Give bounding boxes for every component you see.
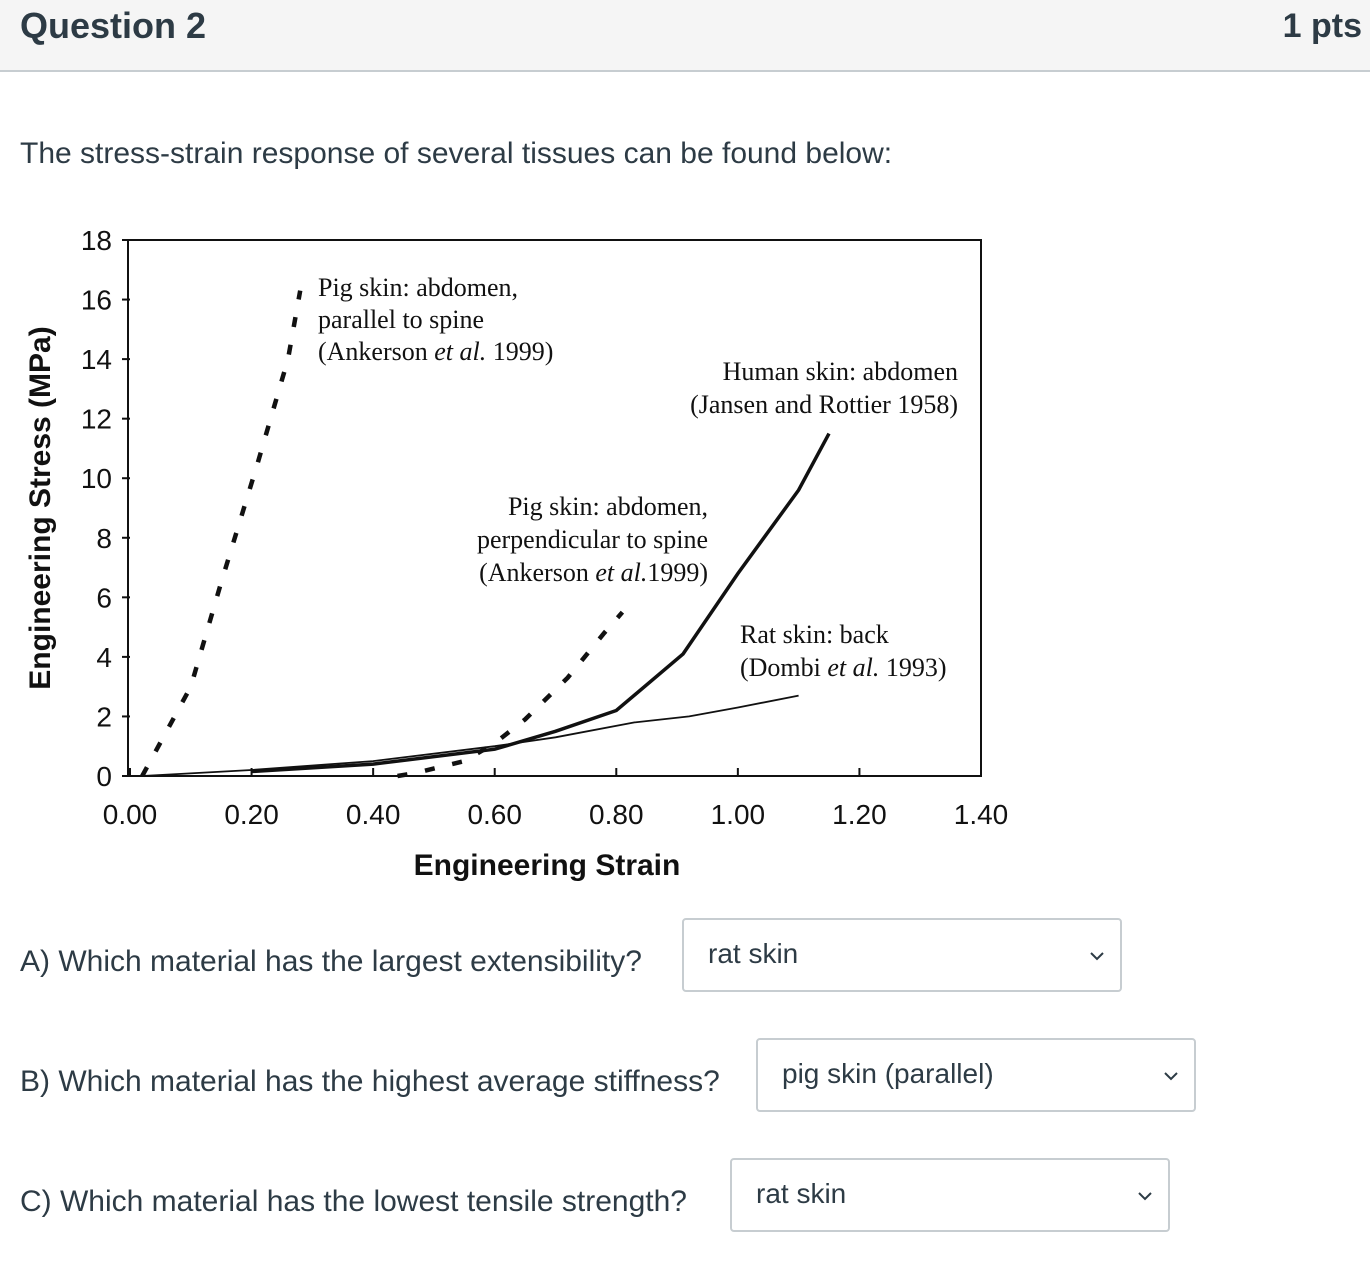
y-tick-label: 2: [96, 701, 112, 733]
question-c-prompt: C) Which material has the lowest tensile strength?: [20, 1185, 687, 1218]
y-tick-label: 8: [96, 522, 112, 554]
answer-b-value: pig skin (parallel): [782, 1058, 994, 1089]
question-points: 1 pts: [1282, 7, 1362, 45]
x-tick-label: 1.00: [710, 799, 766, 830]
annotation-line: (Dombi et al. 1993): [740, 653, 947, 682]
question-b-prompt: B) Which material has the highest average stiffness?: [20, 1065, 720, 1098]
annotation-line: Pig skin: abdomen,: [507, 492, 708, 521]
annotation-line: parallel to spine: [318, 305, 485, 334]
annotation-human: [690, 357, 958, 419]
y-tick-label: 6: [96, 582, 112, 614]
x-tick-label: 1.20: [832, 799, 887, 830]
y-tick-label: 0: [96, 761, 112, 792]
annotation-line: Pig skin: abdomen,: [318, 273, 519, 302]
series-line-2: [398, 612, 623, 776]
annotation-rat: [740, 620, 947, 682]
question-a-prompt: A) Which material has the largest extensibility?: [20, 945, 642, 978]
annotation-line: (Ankerson et al.1999): [479, 558, 708, 587]
y-tick-label: 10: [80, 463, 112, 495]
annotation-pig-perpendicular: [477, 492, 708, 587]
series-line-1: [252, 434, 829, 772]
y-tick-label: 14: [80, 344, 112, 376]
stress-strain-chart: [0, 210, 1040, 900]
answer-c-select[interactable]: [730, 1158, 1170, 1232]
chevron-down-icon: [1136, 1187, 1154, 1205]
x-tick-label: 0.60: [467, 799, 522, 830]
x-tick-label: 0.40: [345, 799, 401, 830]
x-tick-label: 0.00: [102, 799, 158, 830]
x-axis-title: Engineering Strain: [413, 849, 681, 882]
question-title: Question 2: [20, 5, 207, 46]
y-axis-title: Engineering Stress (MPa): [24, 326, 57, 690]
answer-a-value: rat skin: [708, 938, 799, 969]
annotation-pig-parallel: [318, 273, 553, 366]
x-tick-label: 0.80: [589, 799, 644, 830]
answer-b-select[interactable]: [756, 1038, 1196, 1112]
x-tick-label: 1.40: [953, 799, 1009, 830]
series-line-0: [142, 291, 300, 776]
y-tick-label: 16: [80, 284, 112, 316]
chevron-down-icon: [1162, 1067, 1180, 1085]
answer-c-value: rat skin: [756, 1178, 847, 1209]
series-line-3: [142, 696, 798, 776]
y-tick-label: 4: [96, 641, 112, 673]
question-intro: The stress-strain response of several tissues can be found below:: [20, 137, 893, 170]
annotation-line: (Jansen and Rottier 1958): [690, 390, 958, 419]
y-tick-label: 12: [80, 403, 112, 435]
annotation-line: Rat skin: back: [740, 620, 889, 649]
chevron-down-icon: [1088, 947, 1106, 965]
annotation-line: perpendicular to spine: [476, 525, 708, 554]
question-header: [0, 0, 1370, 72]
answer-a-select[interactable]: [682, 918, 1122, 992]
annotation-line: Human skin: abdomen: [722, 357, 958, 386]
x-tick-label: 0.20: [224, 799, 279, 830]
annotation-line: (Ankerson et al. 1999): [318, 337, 554, 366]
y-tick-label: 18: [80, 225, 112, 256]
